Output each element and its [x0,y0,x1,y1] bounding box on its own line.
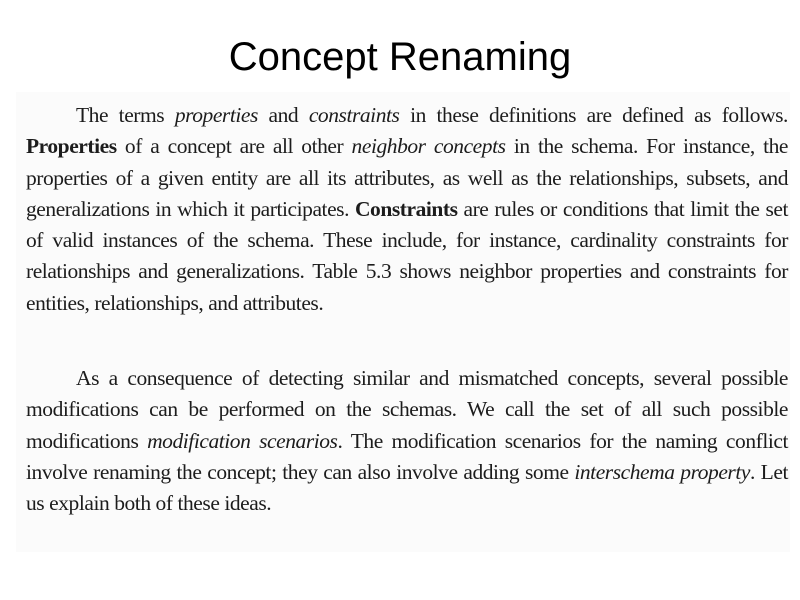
paragraph-2-segment: As a consequence of detecting similar and mismatched concepts, several possible modifications can be performed on the schemas. We call the set of all such possible modifications [26,366,788,453]
term-neighbor-concepts: neighbor concepts [351,134,506,159]
paragraph-1-segment: in these definitions are defined as follows. [399,103,788,127]
definition-constraints: Constraints [354,196,458,221]
term-constraints: constraints [308,103,400,127]
paragraph-1 [26,100,788,319]
paragraph-2-segment: . Let us explain both of these ideas. [26,459,788,516]
paragraph-1-segment: are rules or conditions that limit the set of valid instances of the schema. These include, for instance, cardinality constraints for relationships and generalizations. Table 5.3 shows neighbor properties and constraints for entities, relationships, and attributes. [26,196,788,315]
paragraph-2-segment: . The modification scenarios for the naming conflict involve renaming the concept; they can also involve adding some [26,428,788,484]
term-interschema-property: interschema property [574,459,750,484]
paragraph-2 [26,363,788,519]
scanned-text-excerpt [16,92,790,552]
paragraph-1-segment: and [257,103,309,127]
term-modification-scenarios: modification scenarios [147,428,338,453]
slide-title: Concept Renaming [228,35,572,79]
definition-properties: Properties [26,134,117,159]
paragraph-1-segment: of a concept are all other [116,134,352,159]
term-properties: properties [174,103,258,127]
paragraph-1-segment: The terms [76,103,175,127]
paragraph-1-segment: in the schema. For instance, the properties of a given entity are all its attributes, as well as the relationships, subsets, and generalizations in which it participates. [26,134,788,221]
